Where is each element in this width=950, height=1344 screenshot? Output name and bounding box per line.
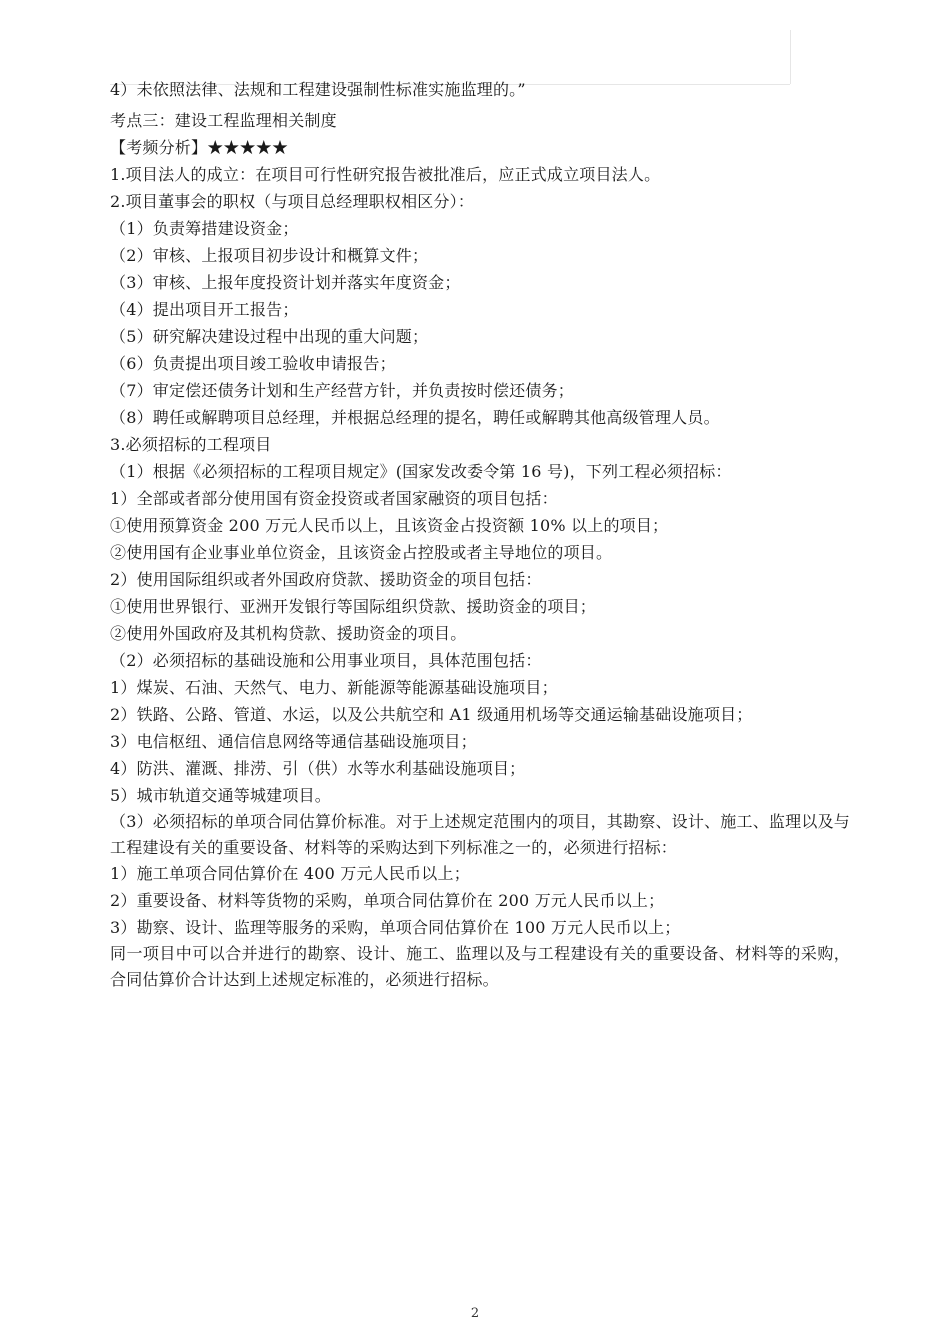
list-item: 3）勘察、设计、监理等服务的采购，单项合同估算价在 100 万元人民币以上；: [110, 918, 681, 937]
list-item: 1）施工单项合同估算价在 400 万元人民币以上；: [110, 864, 470, 883]
list-item: （6）负责提出项目竣工验收申请报告；: [110, 354, 396, 373]
section-heading: 考点三：建设工程监理相关制度: [110, 111, 337, 130]
page-number: 2: [470, 1306, 480, 1321]
list-item: （3）审核、上报年度投资计划并落实年度资金；: [110, 273, 461, 292]
list-item: （4）提出项目开工报告；: [110, 300, 299, 319]
list-item: 3）电信枢纽、通信信息网络等通信基础设施项目；: [110, 732, 477, 751]
list-item: 4）防洪、灌溉、排涝、引（供）水等水利基础设施项目；: [110, 759, 526, 778]
document-body: [110, 76, 850, 992]
list-item: （2）审核、上报项目初步设计和概算文件；: [110, 246, 429, 265]
list-item: ①使用世界银行、亚洲开发银行等国际组织贷款、援助资金的项目；: [110, 597, 597, 616]
list-item: 1）煤炭、石油、天然气、电力、新能源等能源基础设施项目；: [110, 678, 558, 697]
text-line: 3.必须招标的工程项目: [110, 435, 272, 454]
text-line: 4）未依照法律、法规和工程建设强制性标准实施监理的。”: [110, 80, 526, 99]
text-line: 1.项目法人的成立：在项目可行性研究报告被批准后，应正式成立项目法人。: [110, 165, 661, 184]
list-item: 2）铁路、公路、管道、水运，以及公共航空和 A1 级通用机场等交通运输基础设施项目；: [110, 705, 753, 724]
list-item: 1）全部或者部分使用国有资金投资或者国家融资的项目包括：: [110, 489, 558, 508]
list-item: ②使用外国政府及其机构贷款、援助资金的项目。: [110, 624, 467, 643]
text-line: 2.项目董事会的职权（与项目总经理职权相区分）：: [110, 192, 475, 211]
list-item: 2）使用国际组织或者外国政府贷款、援助资金的项目包括：: [110, 570, 542, 589]
list-item: （2）必须招标的基础设施和公用事业项目，具体范围包括：: [110, 651, 542, 670]
frequency-label: 【考频分析】★★★★★: [110, 138, 289, 157]
paragraph: 同一项目中可以合并进行的勘察、设计、施工、监理以及与工程建设有关的重要设备、材料等的采购，合同估算价合计达到上述规定标准的，必须进行招标。: [110, 944, 850, 989]
list-item: 5）城市轨道交通等城建项目。: [110, 786, 331, 805]
list-item: （7）审定偿还债务计划和生产经营方针，并负责按时偿还债务；: [110, 381, 574, 400]
list-item: （1）负责筹措建设资金；: [110, 219, 299, 238]
paragraph: （3）必须招标的单项合同估算价标准。对于上述规定范围内的项目，其勘察、设计、施工、监理以及与工程建设有关的重要设备、材料等的采购达到下列标准之一的，必须进行招标：: [110, 812, 850, 857]
list-item: （1）根据《必须招标的工程项目规定》(国家发改委令第 16 号)，下列工程必须招标：: [110, 462, 732, 481]
list-item: ②使用国有企业事业单位资金，且该资金占控股或者主导地位的项目。: [110, 543, 613, 562]
list-item: （5）研究解决建设过程中出现的重大问题；: [110, 327, 429, 346]
list-item: ①使用预算资金 200 万元人民币以上，且该资金占投资额 10% 以上的项目；: [110, 516, 669, 535]
list-item: 2）重要设备、材料等货物的采购，单项合同估算价在 200 万元人民币以上；: [110, 891, 665, 910]
list-item: （8）聘任或解聘项目总经理，并根据总经理的提名，聘任或解聘其他高级管理人员。: [110, 408, 720, 427]
